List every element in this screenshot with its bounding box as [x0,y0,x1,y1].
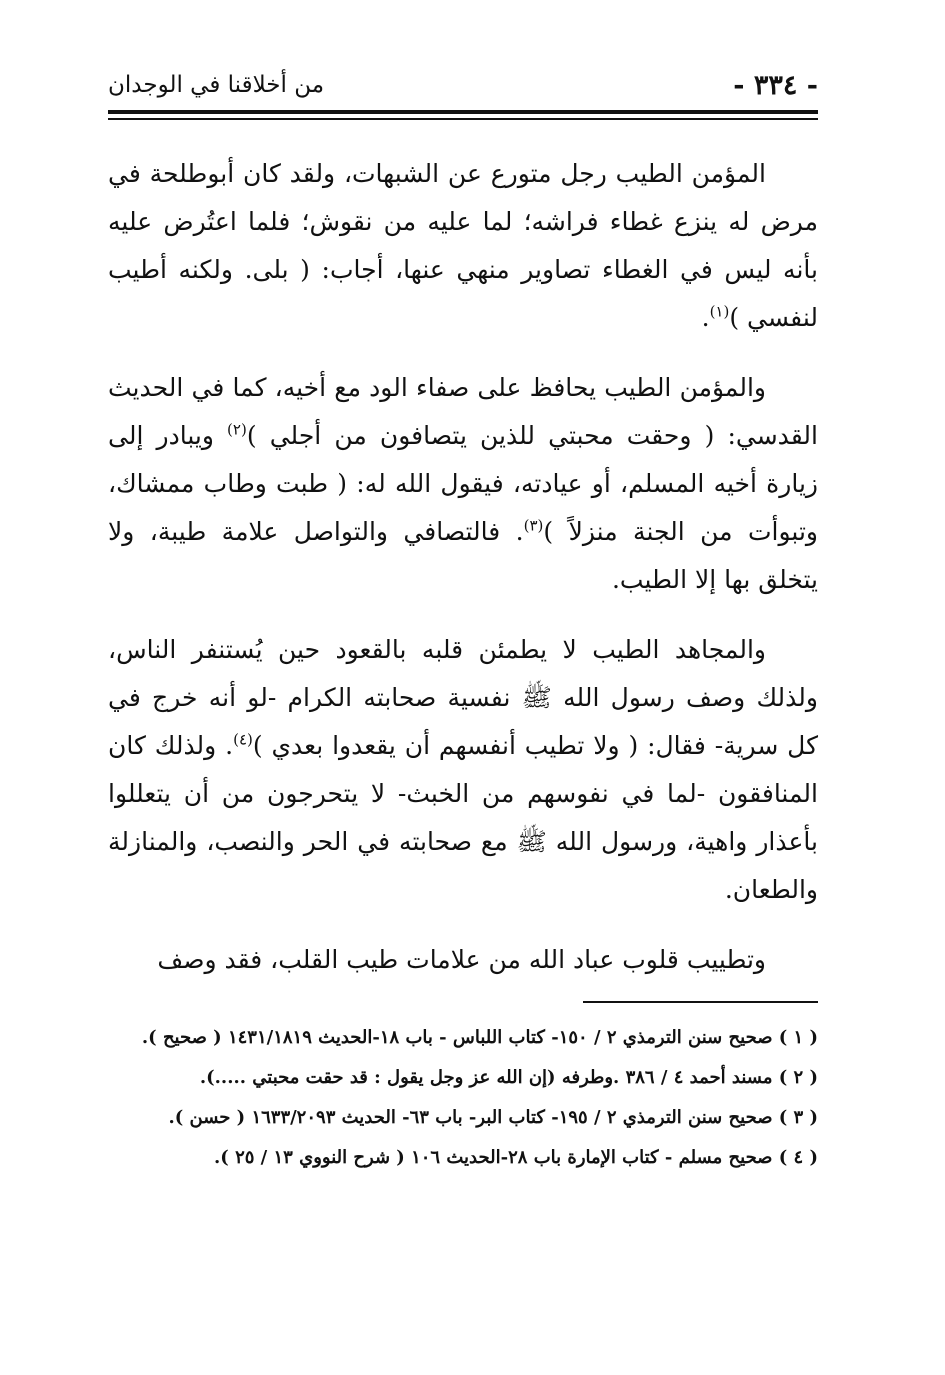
paragraph-text: والمؤمن الطيب يحافظ على صفاء الود مع أخيه، كما في الحديث القدسي: ( وحقت محبتي للذين يتصافون من أجلي ) [108,373,818,450]
footnote-ref: (٤) [233,730,253,749]
paragraph-text: وتطييب قلوب عباد الله من علامات طيب القلب، فقد وصف [157,945,766,974]
footnote-ref: (٢) [227,420,247,439]
paragraph [108,936,818,984]
footnote: ( ٤ ) صحيح مسلم - كتاب الإمارة باب ٢٨-الحديث ١٠٦ ( شرح النووي ١٣ / ٢٥ ). [214,1147,818,1168]
page-header [108,62,818,102]
paragraph-tail: . [701,303,710,332]
footnote-ref: (٣) [523,516,544,535]
paragraph [108,150,818,342]
footnote: ( ١ ) صحيح سنن الترمذي ٢ / ١٥٠- كتاب اللباس - باب ١٨-الحديث ١٤٣١/١٨١٩ ( صحيح ). [141,1027,818,1048]
paragraph-text: المؤمن الطيب رجل متورع عن الشبهات، ولقد كان أبوطلحة في مرض له ينزع غطاء فراشه؛ لما عليه من نقوش؛ فلما اعتُرض عليه بأنه ليس في الغطاء تصاوير منهي عنها، أجاب: ( بلى. ولكنه أطيب لنفسي ) [108,159,818,332]
footnote: ( ٣ ) صحيح سنن الترمذي ٢ / ١٩٥- كتاب البر- باب ٦٣- الحديث ١٦٣٣/٢٠٩٣ ( حسن ). [168,1107,818,1128]
footnote: ( ٢ ) مسند أحمد ٤ / ٣٨٦ .وطرفه (إن الله عز وجل يقول : قد حقت محبتي .....). [199,1067,818,1088]
paragraph-tail: . ولذلك كان المنافقون -لما في نفوسهم من الخبث- لا يتحرجون من أن يتعللوا بأعذار واهية، ورسول الله ﷺ مع صحابته في الحر والنصب، والمنازلة والطعان. [108,731,818,904]
footnotes [108,1018,818,1178]
paragraph [108,626,818,914]
footnote-ref: (١) [709,302,730,321]
paragraph-text: ويبادر إلى زيارة أخيه المسلم، أو عيادته، فيقول الله له: ( طبت وطاب ممشاك، وتبوأت من الجنة منزلاً ) [108,421,818,546]
paragraph-tail: . فالتصافي والتواصل علامة طيبة، ولا يتخلق بها إلا الطيب. [108,517,818,594]
header-rule-thin [108,118,818,120]
body-text [108,150,818,1006]
paragraph-text: والمجاهد الطيب لا يطمئن قلبه بالقعود حين يُستنفر الناس، ولذلك وصف رسول الله ﷺ نفسية صحابته الكرام -لو أنه خرج في كل سرية- فقال: ( ولا تطيب أنفسهم أن يقعدوا بعدي ) [108,635,819,760]
paragraph [108,364,818,604]
page-number: - ٣٣٤ - [733,70,818,101]
footnote-separator [583,1001,818,1003]
header-rule-thick [108,110,818,114]
running-title: من أخلاقنا في الوجدان [108,72,325,98]
